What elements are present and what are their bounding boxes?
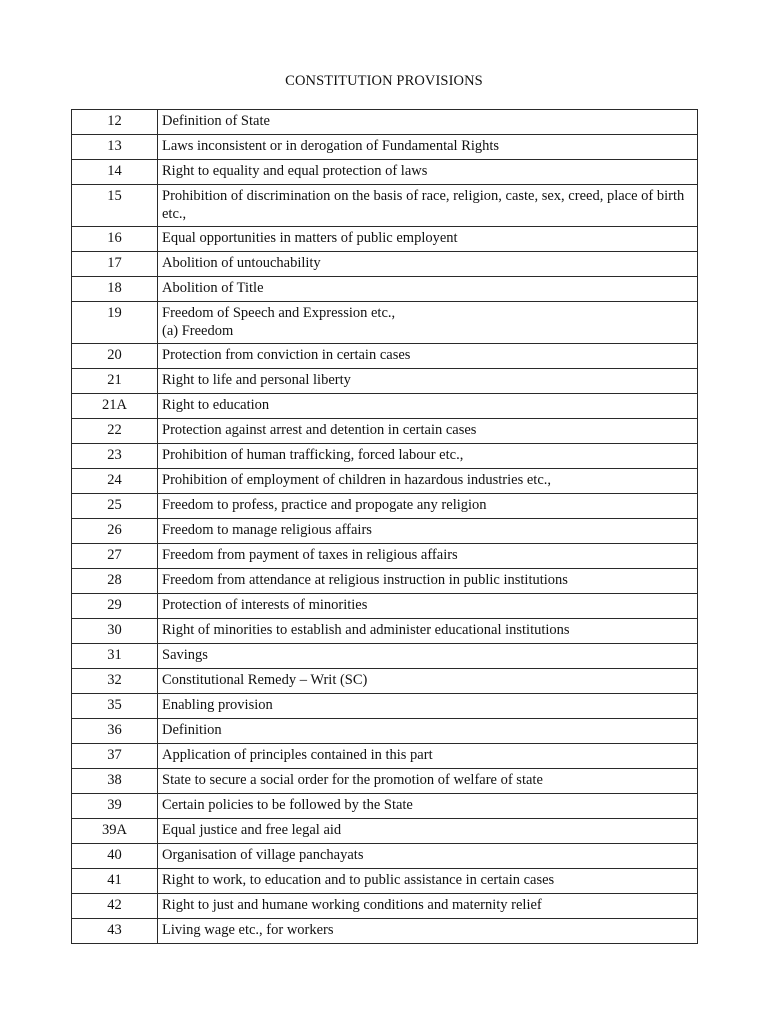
article-number-cell: 12 (72, 110, 158, 135)
article-number-cell: 21A (72, 394, 158, 419)
table-row (72, 744, 698, 769)
article-description-cell: Protection of interests of minorities (158, 594, 698, 619)
table-row (72, 277, 698, 302)
table-row (72, 110, 698, 135)
table-row (72, 227, 698, 252)
table-row (72, 302, 698, 344)
table-row (72, 594, 698, 619)
table-row (72, 494, 698, 519)
table-row (72, 544, 698, 569)
table-row (72, 394, 698, 419)
table-row (72, 919, 698, 944)
article-number-cell: 41 (72, 869, 158, 894)
page-title: CONSTITUTION PROVISIONS (285, 73, 483, 89)
article-number-cell: 30 (72, 619, 158, 644)
article-number-cell: 35 (72, 694, 158, 719)
table-row (72, 469, 698, 494)
article-description-cell: Living wage etc., for workers (158, 919, 698, 944)
article-number-cell: 17 (72, 252, 158, 277)
table-row (72, 135, 698, 160)
article-description-cell: Right to just and humane working conditions and maternity relief (158, 894, 698, 919)
article-number-cell: 31 (72, 644, 158, 669)
article-description-cell: Savings (158, 644, 698, 669)
article-number-cell: 15 (72, 185, 158, 227)
table-row (72, 569, 698, 594)
article-description-cell: Definition of State (158, 110, 698, 135)
article-number-cell: 37 (72, 744, 158, 769)
article-description-cell: Equal justice and free legal aid (158, 819, 698, 844)
article-number-cell: 13 (72, 135, 158, 160)
article-description-cell: Application of principles contained in this part (158, 744, 698, 769)
article-description-cell: Protection against arrest and detention in certain cases (158, 419, 698, 444)
article-number-cell: 26 (72, 519, 158, 544)
article-description-cell: Prohibition of human trafficking, forced labour etc., (158, 444, 698, 469)
article-number-cell: 25 (72, 494, 158, 519)
article-description-cell: Organisation of village panchayats (158, 844, 698, 869)
table-row (72, 844, 698, 869)
article-description-cell: Equal opportunities in matters of public employent (158, 227, 698, 252)
article-number-cell: 42 (72, 894, 158, 919)
article-description-cell: Certain policies to be followed by the State (158, 794, 698, 819)
article-number-cell: 24 (72, 469, 158, 494)
table-row (72, 444, 698, 469)
article-description-cell: Definition (158, 719, 698, 744)
article-number-cell: 20 (72, 344, 158, 369)
article-number-cell: 32 (72, 669, 158, 694)
article-number-cell: 23 (72, 444, 158, 469)
article-description-cell: Laws inconsistent or in derogation of Fundamental Rights (158, 135, 698, 160)
article-number-cell: 43 (72, 919, 158, 944)
article-number-cell: 38 (72, 769, 158, 794)
article-description-cell: Constitutional Remedy – Writ (SC) (158, 669, 698, 694)
article-number-cell: 28 (72, 569, 158, 594)
table-row (72, 694, 698, 719)
table-row (72, 769, 698, 794)
provisions-table-body (72, 110, 698, 944)
table-row (72, 419, 698, 444)
article-description-cell: Right to education (158, 394, 698, 419)
article-number-cell: 21 (72, 369, 158, 394)
article-number-cell: 14 (72, 160, 158, 185)
table-row (72, 252, 698, 277)
article-description-cell: Right to work, to education and to public assistance in certain cases (158, 869, 698, 894)
article-description-cell: Right to life and personal liberty (158, 369, 698, 394)
article-number-cell: 22 (72, 419, 158, 444)
article-description-cell: State to secure a social order for the promotion of welfare of state (158, 769, 698, 794)
article-description-cell: Enabling provision (158, 694, 698, 719)
article-number-cell: 16 (72, 227, 158, 252)
article-description-cell: Abolition of Title (158, 277, 698, 302)
article-number-cell: 18 (72, 277, 158, 302)
article-description-cell: Right of minorities to establish and administer educational institutions (158, 619, 698, 644)
article-number-cell: 40 (72, 844, 158, 869)
table-row (72, 344, 698, 369)
table-row (72, 519, 698, 544)
table-row (72, 894, 698, 919)
table-row (72, 644, 698, 669)
table-row (72, 160, 698, 185)
article-number-cell: 36 (72, 719, 158, 744)
article-number-cell: 39 (72, 794, 158, 819)
article-number-cell: 27 (72, 544, 158, 569)
table-row (72, 869, 698, 894)
table-row (72, 794, 698, 819)
table-row (72, 185, 698, 227)
article-description-cell: Freedom to manage religious affairs (158, 519, 698, 544)
article-description-cell: Freedom to profess, practice and propogate any religion (158, 494, 698, 519)
article-description-cell: Prohibition of discrimination on the basis of race, religion, caste, sex, creed, place of birth etc., (158, 185, 698, 227)
article-description-cell: Freedom from payment of taxes in religious affairs (158, 544, 698, 569)
article-description-cell: Freedom of Speech and Expression etc., (a) Freedom (158, 302, 698, 344)
table-row (72, 619, 698, 644)
article-number-cell: 39A (72, 819, 158, 844)
article-number-cell: 19 (72, 302, 158, 344)
article-description-cell: Protection from conviction in certain cases (158, 344, 698, 369)
article-description-cell: Right to equality and equal protection of laws (158, 160, 698, 185)
provisions-table (71, 109, 698, 944)
table-row (72, 719, 698, 744)
table-row (72, 369, 698, 394)
article-description-cell: Prohibition of employment of children in hazardous industries etc., (158, 469, 698, 494)
article-description-cell: Freedom from attendance at religious instruction in public institutions (158, 569, 698, 594)
article-number-cell: 29 (72, 594, 158, 619)
table-row (72, 669, 698, 694)
article-description-cell: Abolition of untouchability (158, 252, 698, 277)
table-row (72, 819, 698, 844)
